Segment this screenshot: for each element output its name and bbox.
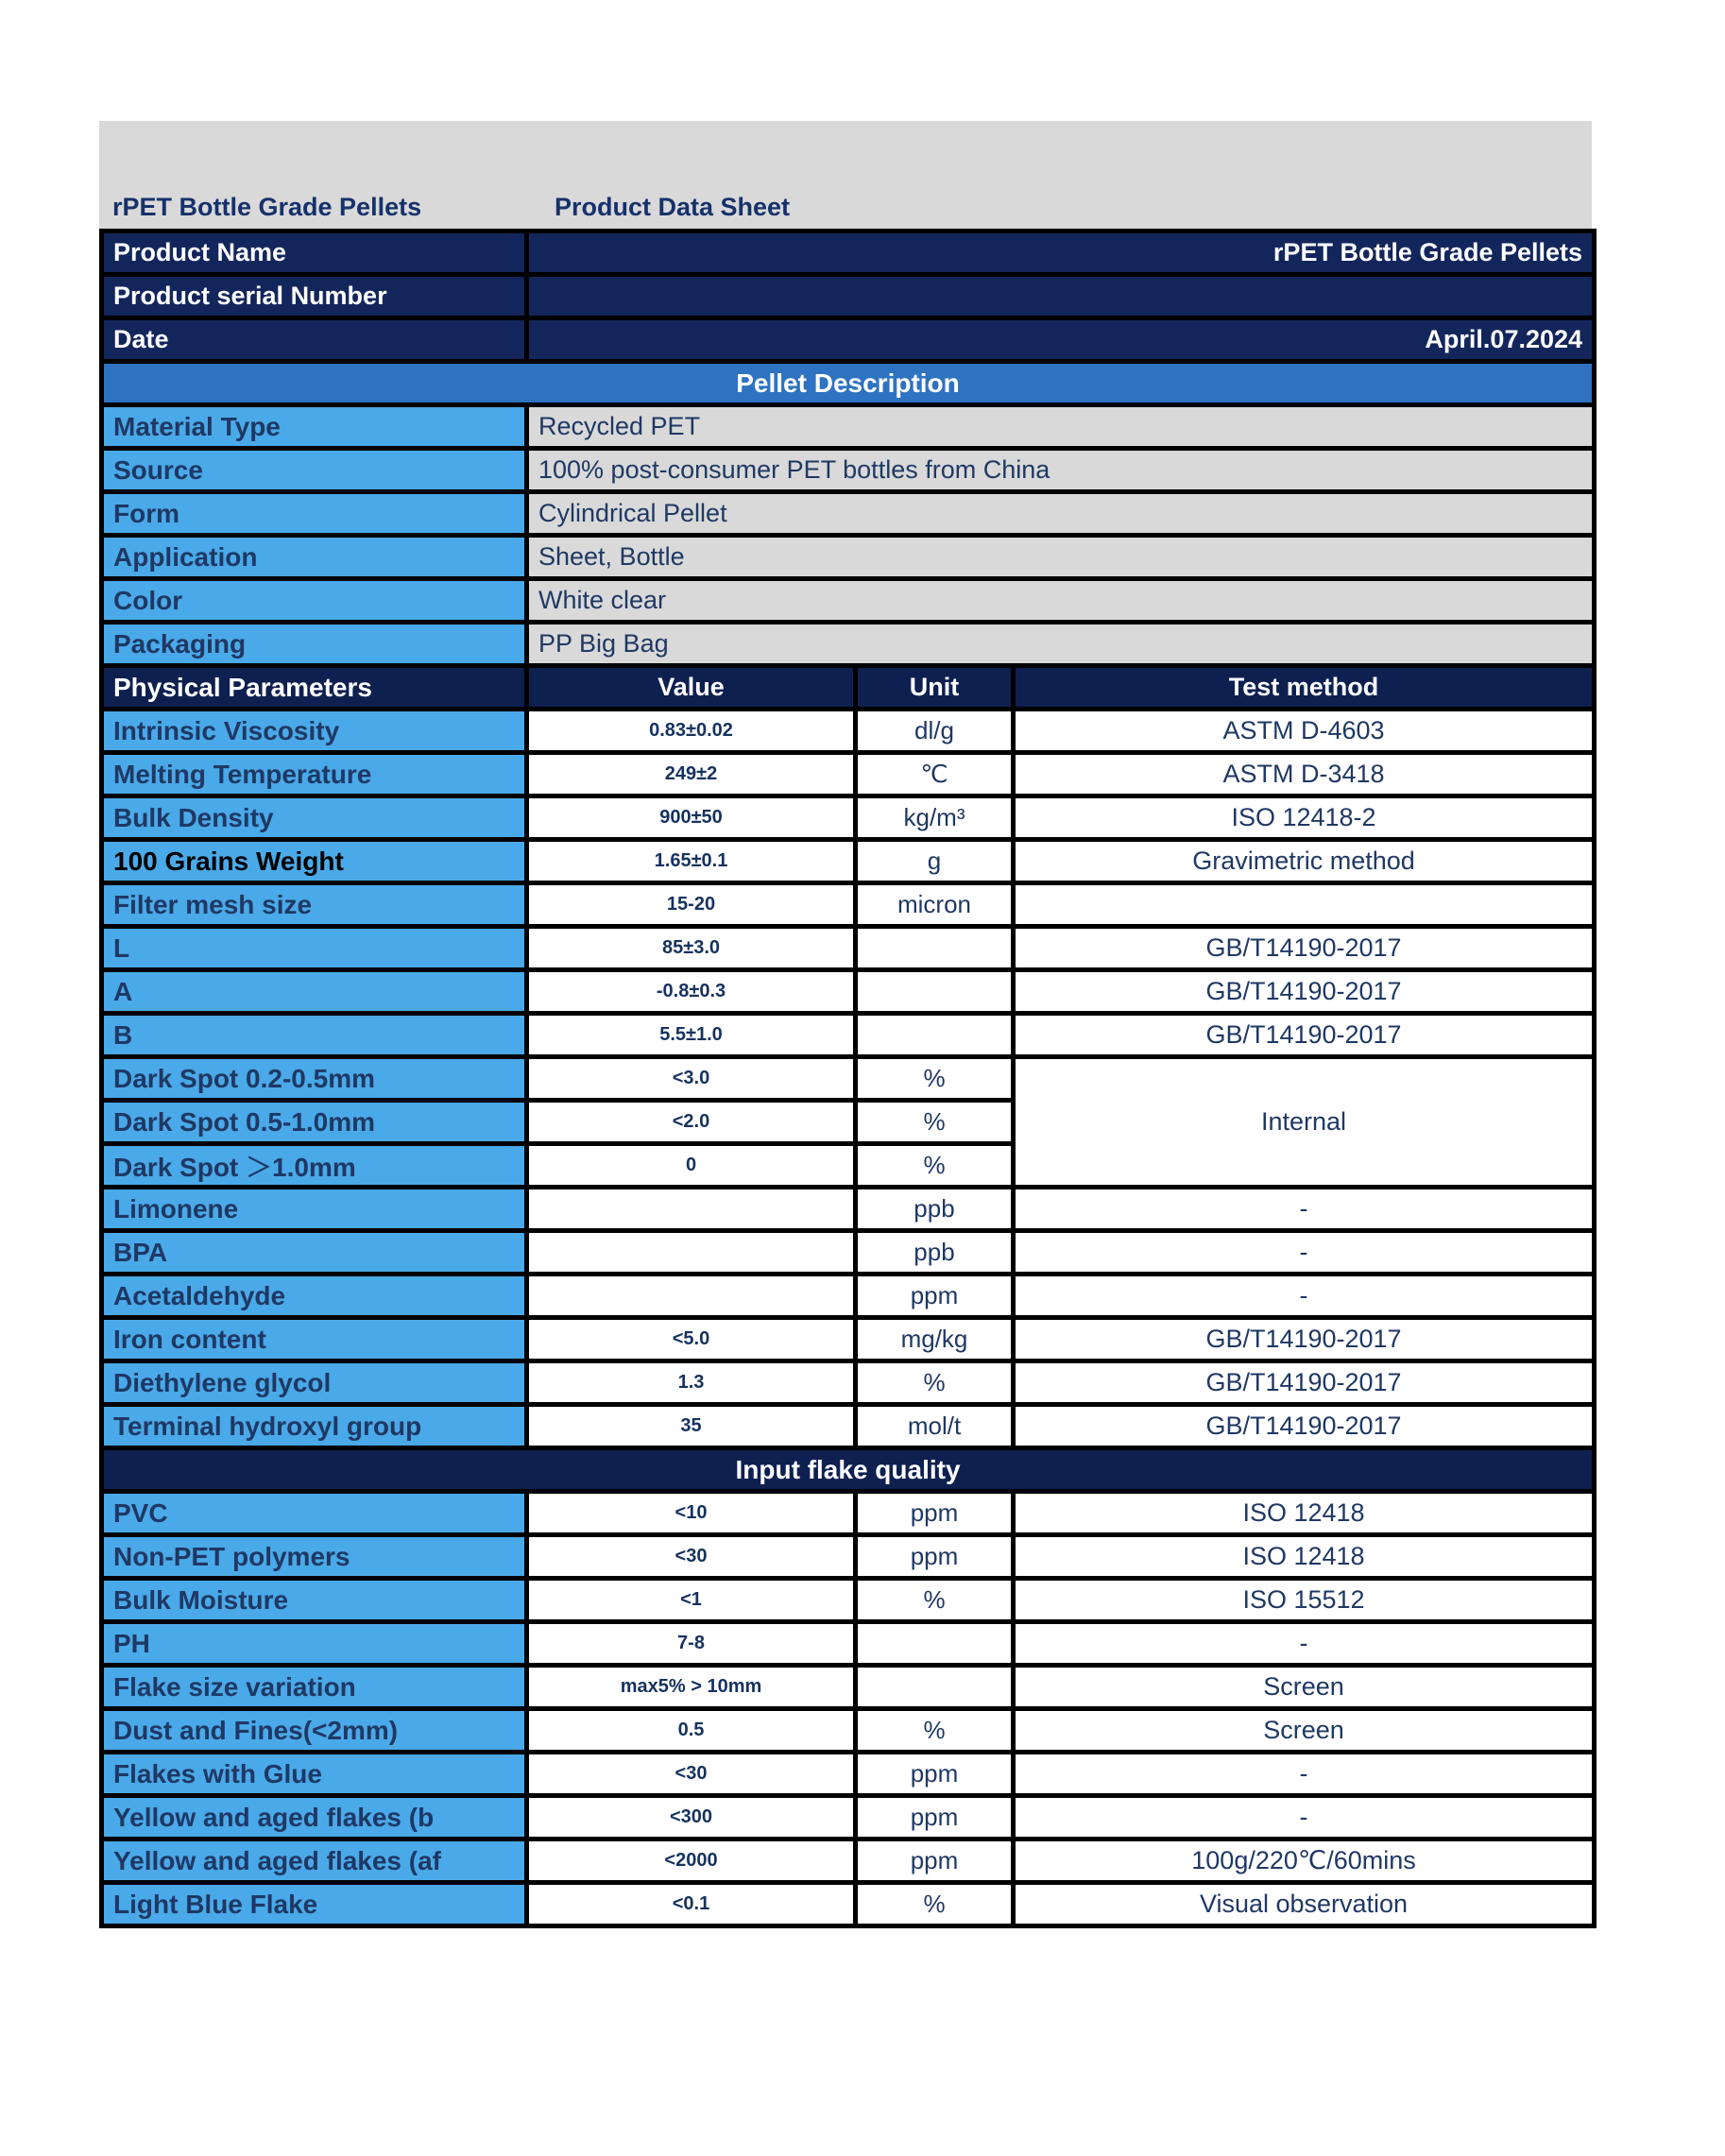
param-label: PVC (102, 1492, 527, 1535)
table-row-flake-size-variation (102, 1666, 1595, 1709)
data-sheet (99, 121, 1592, 1928)
section-header-input-flake-quality (102, 1448, 1595, 1492)
param-method: ISO 15512 (1014, 1579, 1595, 1622)
param-value (527, 1231, 856, 1275)
form-label: Form (102, 492, 527, 536)
color-value: White clear (527, 579, 1595, 623)
param-method: GB/T14190-2017 (1014, 1361, 1595, 1405)
table-row-product-name (102, 231, 1595, 275)
table-row-material-type (102, 405, 1595, 449)
physical-parameters-header: Physical Parameters (102, 666, 527, 710)
material-type-value: Recycled PET (527, 405, 1595, 449)
param-method: - (1014, 1796, 1595, 1839)
param-label: Yellow and aged flakes (b (102, 1796, 527, 1839)
param-value: 7-8 (527, 1622, 856, 1666)
param-label: Light Blue Flake (102, 1883, 527, 1926)
param-label: Intrinsic Viscosity (102, 710, 527, 753)
param-label: Filter mesh size (102, 883, 527, 927)
param-value: 1.3 (527, 1361, 856, 1405)
table-row-serial-number (102, 275, 1595, 318)
param-unit: micron (856, 883, 1014, 927)
product-name-value: rPET Bottle Grade Pellets (527, 231, 1595, 275)
param-label: Yellow and aged flakes (af (102, 1839, 527, 1883)
table-row-melting-temperature (102, 753, 1595, 796)
param-method (1014, 883, 1595, 927)
param-value: <300 (527, 1796, 856, 1839)
param-label: Bulk Moisture (102, 1579, 527, 1622)
table-row-ph (102, 1622, 1595, 1666)
table-row-application (102, 536, 1595, 579)
param-unit: % (856, 1883, 1014, 1926)
param-method: Screen (1014, 1709, 1595, 1753)
param-label: Melting Temperature (102, 753, 527, 796)
table-row-terminal-hydroxyl-group (102, 1405, 1595, 1448)
table-row-bulk-moisture (102, 1579, 1595, 1622)
param-unit: % (856, 1144, 1014, 1188)
param-method-merged: Internal (1014, 1057, 1595, 1188)
param-method: ISO 12418 (1014, 1535, 1595, 1579)
param-value: 0 (527, 1144, 856, 1188)
application-value: Sheet, Bottle (527, 536, 1595, 579)
param-method: ISO 12418-2 (1014, 796, 1595, 840)
param-method: ISO 12418 (1014, 1492, 1595, 1535)
param-method: - (1014, 1753, 1595, 1796)
param-method: ASTM D-4603 (1014, 710, 1595, 753)
section-header-pellet-description (102, 362, 1595, 405)
table-row-dark-spot-02-05 (102, 1057, 1595, 1101)
table-row-flakes-with-glue (102, 1753, 1595, 1796)
param-value (527, 1188, 856, 1231)
param-method: GB/T14190-2017 (1014, 1405, 1595, 1448)
input-flake-quality-title: Input flake quality (102, 1448, 1595, 1492)
table-row-pvc (102, 1492, 1595, 1535)
param-method: GB/T14190-2017 (1014, 927, 1595, 970)
param-label: Dark Spot 0.5-1.0mm (102, 1101, 527, 1144)
title-band (99, 121, 1592, 229)
param-value: 0.83±0.02 (527, 710, 856, 753)
table-row-light-blue-flake (102, 1883, 1595, 1926)
form-value: Cylindrical Pellet (527, 492, 1595, 536)
param-value: <30 (527, 1753, 856, 1796)
param-unit: mol/t (856, 1405, 1014, 1448)
param-method: GB/T14190-2017 (1014, 1318, 1595, 1361)
table-row-dust-and-fines (102, 1709, 1595, 1753)
param-method: - (1014, 1231, 1595, 1275)
param-label: Dark Spot ＞1.0mm (102, 1144, 527, 1188)
unit-column-header: Unit (856, 666, 1014, 710)
test-method-column-header: Test method (1014, 666, 1595, 710)
param-value: 35 (527, 1405, 856, 1448)
table-row-yellow-aged-flakes-before (102, 1796, 1595, 1839)
param-value: 85±3.0 (527, 927, 856, 970)
param-unit: ppm (856, 1753, 1014, 1796)
param-label: B (102, 1014, 527, 1057)
param-method: - (1014, 1188, 1595, 1231)
param-unit (856, 1622, 1014, 1666)
table-row-color (102, 579, 1595, 623)
table-row-non-pet-polymers (102, 1535, 1595, 1579)
param-label: Terminal hydroxyl group (102, 1405, 527, 1448)
param-value: -0.8±0.3 (527, 970, 856, 1014)
param-value (527, 1275, 856, 1318)
param-label: Acetaldehyde (102, 1275, 527, 1318)
param-label: Limonene (102, 1188, 527, 1231)
param-method: 100g/220℃/60mins (1014, 1839, 1595, 1883)
table-row-limonene (102, 1188, 1595, 1231)
param-value: max5% > 10mm (527, 1666, 856, 1709)
section-header-physical-parameters (102, 666, 1595, 710)
param-unit: ppm (856, 1796, 1014, 1839)
param-label: Dust and Fines(<2mm) (102, 1709, 527, 1753)
param-method: Visual observation (1014, 1883, 1595, 1926)
date-value: April.07.2024 (527, 318, 1595, 362)
table-row-yellow-aged-flakes-after (102, 1839, 1595, 1883)
param-label: 100 Grains Weight (102, 840, 527, 883)
document-title: rPET Bottle Grade Pellets (112, 193, 422, 221)
table-row-a (102, 970, 1595, 1014)
param-unit (856, 927, 1014, 970)
pellet-description-title: Pellet Description (102, 362, 1595, 405)
application-label: Application (102, 536, 527, 579)
param-method: - (1014, 1275, 1595, 1318)
param-unit: dl/g (856, 710, 1014, 753)
source-label: Source (102, 449, 527, 492)
table-row-acetaldehyde (102, 1275, 1595, 1318)
param-unit: g (856, 840, 1014, 883)
param-label: Dark Spot 0.2-0.5mm (102, 1057, 527, 1101)
table-row-b (102, 1014, 1595, 1057)
param-unit: ppb (856, 1188, 1014, 1231)
param-label: Flake size variation (102, 1666, 527, 1709)
param-unit: ppm (856, 1275, 1014, 1318)
param-label: Non-PET polymers (102, 1535, 527, 1579)
value-column-header: Value (527, 666, 856, 710)
param-method: GB/T14190-2017 (1014, 1014, 1595, 1057)
param-unit: % (856, 1057, 1014, 1101)
date-label: Date (102, 318, 527, 362)
param-label: L (102, 927, 527, 970)
param-value: 900±50 (527, 796, 856, 840)
table-row-100-grains-weight (102, 840, 1595, 883)
param-value: <3.0 (527, 1057, 856, 1101)
param-value: 15-20 (527, 883, 856, 927)
table-row-form (102, 492, 1595, 536)
param-unit (856, 970, 1014, 1014)
table-row-iron-content (102, 1318, 1595, 1361)
param-unit (856, 1666, 1014, 1709)
packaging-value: PP Big Bag (527, 623, 1595, 666)
param-value: <2.0 (527, 1101, 856, 1144)
param-unit: ℃ (856, 753, 1014, 796)
param-value: 5.5±1.0 (527, 1014, 856, 1057)
param-unit: ppm (856, 1839, 1014, 1883)
param-value: <2000 (527, 1839, 856, 1883)
table-row-bpa (102, 1231, 1595, 1275)
param-unit: % (856, 1709, 1014, 1753)
param-label: Iron content (102, 1318, 527, 1361)
param-unit: ppm (856, 1535, 1014, 1579)
table-row-bulk-density (102, 796, 1595, 840)
param-value: <0.1 (527, 1883, 856, 1926)
param-method: Screen (1014, 1666, 1595, 1709)
param-unit: ppb (856, 1231, 1014, 1275)
param-unit: ppm (856, 1492, 1014, 1535)
param-label: BPA (102, 1231, 527, 1275)
product-name-label: Product Name (102, 231, 527, 275)
table-row-l (102, 927, 1595, 970)
sheet-type-label: Product Data Sheet (555, 193, 791, 221)
param-value: 249±2 (527, 753, 856, 796)
param-unit: % (856, 1101, 1014, 1144)
param-value: <30 (527, 1535, 856, 1579)
param-label: A (102, 970, 527, 1014)
table-row-diethylene-glycol (102, 1361, 1595, 1405)
param-label: PH (102, 1622, 527, 1666)
color-label: Color (102, 579, 527, 623)
param-method: GB/T14190-2017 (1014, 970, 1595, 1014)
table-row-packaging (102, 623, 1595, 666)
param-method: ASTM D-3418 (1014, 753, 1595, 796)
serial-number-value (527, 275, 1595, 318)
param-method: Gravimetric method (1014, 840, 1595, 883)
param-unit: % (856, 1579, 1014, 1622)
param-value: 0.5 (527, 1709, 856, 1753)
param-unit: % (856, 1361, 1014, 1405)
table-row-intrinsic-viscosity (102, 710, 1595, 753)
source-value: 100% post-consumer PET bottles from China (527, 449, 1595, 492)
param-unit: kg/m³ (856, 796, 1014, 840)
param-unit: mg/kg (856, 1318, 1014, 1361)
serial-number-label: Product serial Number (102, 275, 527, 318)
param-value: <1 (527, 1579, 856, 1622)
table-row-source (102, 449, 1595, 492)
product-data-table (99, 229, 1597, 1928)
param-label: Bulk Density (102, 796, 527, 840)
param-unit (856, 1014, 1014, 1057)
table-row-date (102, 318, 1595, 362)
param-label: Flakes with Glue (102, 1753, 527, 1796)
param-value: <5.0 (527, 1318, 856, 1361)
param-label: Diethylene glycol (102, 1361, 527, 1405)
material-type-label: Material Type (102, 405, 527, 449)
table-row-filter-mesh-size (102, 883, 1595, 927)
packaging-label: Packaging (102, 623, 527, 666)
param-value: <10 (527, 1492, 856, 1535)
param-method: - (1014, 1622, 1595, 1666)
param-value: 1.65±0.1 (527, 840, 856, 883)
